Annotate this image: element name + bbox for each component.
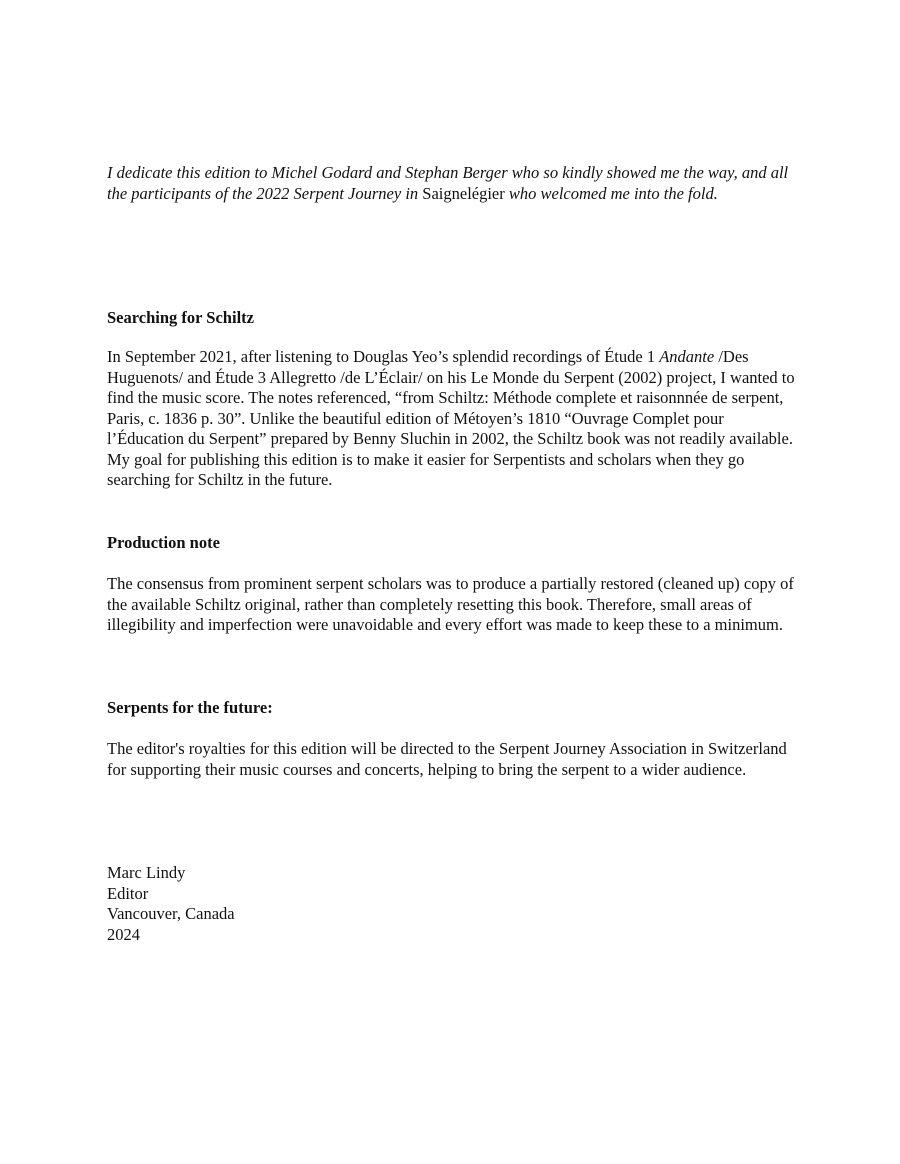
section-body-searching [107, 347, 797, 491]
signature-location: Vancouver, Canada [107, 904, 235, 923]
dedication-paragraph [107, 163, 797, 204]
dedication-text-part2: who welcomed me into the fold. [504, 183, 718, 203]
signature-year: 2024 [107, 924, 140, 944]
signature-role: Editor [107, 883, 149, 903]
dedication-place: Saignelégier [422, 183, 505, 203]
signature-name: Marc Lindy [107, 863, 186, 882]
signature-block [107, 863, 797, 945]
section-heading-future: Serpents for the future: [107, 698, 273, 717]
section-heading-production: Production note [107, 533, 220, 552]
section-body-production: The consensus from prominent serpent scholars was to produce a partially restored (cleaned up) copy of the available Schiltz original, rather than completely resetting this book. Therefore, small areas of illegibility and imperfection were unavoidable and every effort was made to keep these to a minimum. [107, 574, 794, 634]
section-heading-searching: Searching for Schiltz [107, 308, 254, 327]
searching-text-part2: /Des Huguenots/ and Étude 3 Allegretto /de L’Éclair/ on his Le Monde du Serpent (2002) project, I wanted to find the music score. The notes referenced, “from Schiltz: Méthode complete et raisonnnée de serpent, Paris, c. 1836 p. 30”. Unlike the beautiful edition of Métoyen’s 1810 “Ouvrage Complet pour l’Éducation du Serpent” prepared by Benny Sluchin in 2002, the Schiltz book was not readily available. My goal for publishing this edition is to make it easier for Serpentists and scholars when they go searching for Schiltz in the future. [107, 347, 795, 489]
searching-text-part1: In September 2021, after listening to Douglas Yeo’s splendid recordings of Étude 1 [107, 347, 660, 366]
dedication-text-part1: I dedicate this edition to Michel Godard and Stephan Berger who so kindly showed me the way, and all the participants of the 2022 Serpent Journey in [107, 163, 789, 203]
section-body-future: The editor's royalties for this edition will be directed to the Serpent Journey Association in Switzerland for supporting their music courses and concerts, helping to bring the serpent to a wider audience. [107, 739, 787, 779]
searching-emphasis: Andante [659, 347, 715, 366]
